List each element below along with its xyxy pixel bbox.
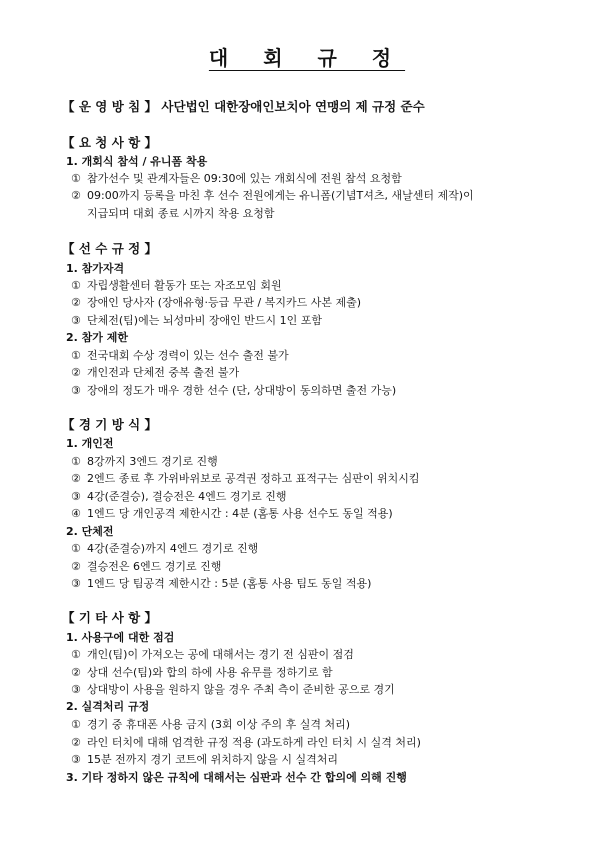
list-item: ① 자립생활센터 활동가 또는 자조모임 회원 xyxy=(71,279,282,292)
list-item: ② 라인 터치에 대해 엄격한 규정 적용 (과도하게 라인 터치 시 실격 처리) xyxy=(71,736,421,749)
list-item: ③ 단체전(팀)에는 뇌성마비 장애인 반드시 1인 포함 xyxy=(71,314,322,327)
list-item-continuation: 지급되며 대회 종료 시까지 착용 요청함 xyxy=(87,207,275,220)
list-item: ② 09:00까지 등록을 마친 후 선수 전원에게는 유니폼(기념T셔츠, 새날센터 제작)이 xyxy=(71,189,474,202)
operation-policy-text: 사단법인 대한장애인보치아 연맹의 제 규정 준수 xyxy=(161,99,425,114)
subsection-title: 1. 사용구에 대한 점검 xyxy=(66,631,175,644)
list-item: ① 참가선수 및 관계자들은 09:30에 있는 개회식에 전원 참석 요청함 xyxy=(71,172,402,185)
list-item: ③ 1엔드 당 팀공격 제한시간 : 5분 (홈통 사용 팀도 동일 적용) xyxy=(71,577,372,590)
operation-policy-label: 【 운 영 방 침 】 xyxy=(62,99,158,114)
section-heading: 【 경 기 방 식 】 xyxy=(62,417,158,432)
list-item: ④ 1엔드 당 개인공격 제한시간 : 4분 (홈통 사용 선수도 동일 적용) xyxy=(71,507,393,520)
subsection-title: 2. 참가 제한 xyxy=(66,331,128,344)
section-heading: 【 선 수 규 정 】 xyxy=(62,241,158,256)
list-item: ③ 상대방이 사용을 원하지 않을 경우 주최 측이 준비한 공으로 경기 xyxy=(71,683,395,696)
list-item: ① 전국대회 수상 경력이 있는 선수 출전 불가 xyxy=(71,349,289,362)
list-item: ② 결승전은 6엔드 경기로 진행 xyxy=(71,560,222,573)
list-item: ③ 4강(준결승), 결승전은 4엔드 경기로 진행 xyxy=(71,490,287,503)
list-item: ③ 장애의 정도가 매우 경한 선수 (단, 상대방이 동의하면 출전 가능) xyxy=(71,384,397,397)
list-item: ② 상대 선수(팀)와 합의 하에 사용 유무를 정하기로 함 xyxy=(71,666,333,679)
subsection-title: 2. 실격처리 규정 xyxy=(66,700,150,713)
list-item: ② 장애인 당사자 (장애유형·등급 무관 / 복지카드 사본 제출) xyxy=(71,296,362,309)
list-item: ① 4강(준결승)까지 4엔드 경기로 진행 xyxy=(71,542,259,555)
subsection-title: 1. 참가자격 xyxy=(66,262,125,275)
section-heading: 【 기 타 사 항 】 xyxy=(62,610,158,625)
subsection-title: 1. 개회식 참석 / 유니폼 착용 xyxy=(66,155,208,168)
document-title xyxy=(0,42,600,71)
list-item: ① 8강까지 3엔드 경기로 진행 xyxy=(71,455,218,468)
document-title-text: 대 회 규 정 xyxy=(208,46,406,70)
section-heading: 【 요 청 사 항 】 xyxy=(62,135,158,150)
subsection-title: 3. 기타 정하지 않은 규칙에 대해서는 심판과 선수 간 합의에 의해 진행 xyxy=(66,771,407,784)
list-item: ② 2엔드 종료 후 가위바위보로 공격권 정하고 표적구는 심판이 위치시킴 xyxy=(71,472,420,485)
list-item: ① 개인(팀)이 가져오는 공에 대해서는 경기 전 심판이 점검 xyxy=(71,648,354,661)
list-item: ① 경기 중 휴대폰 사용 금지 (3회 이상 주의 후 실격 처리) xyxy=(71,718,351,731)
list-item: ③ 15분 전까지 경기 코트에 위치하지 않을 시 실격처리 xyxy=(71,753,338,766)
list-item: ② 개인전과 단체전 중복 출전 불가 xyxy=(71,366,240,379)
operation-policy xyxy=(62,99,425,114)
subsection-title: 2. 단체전 xyxy=(66,525,114,538)
subsection-title: 1. 개인전 xyxy=(66,437,114,450)
